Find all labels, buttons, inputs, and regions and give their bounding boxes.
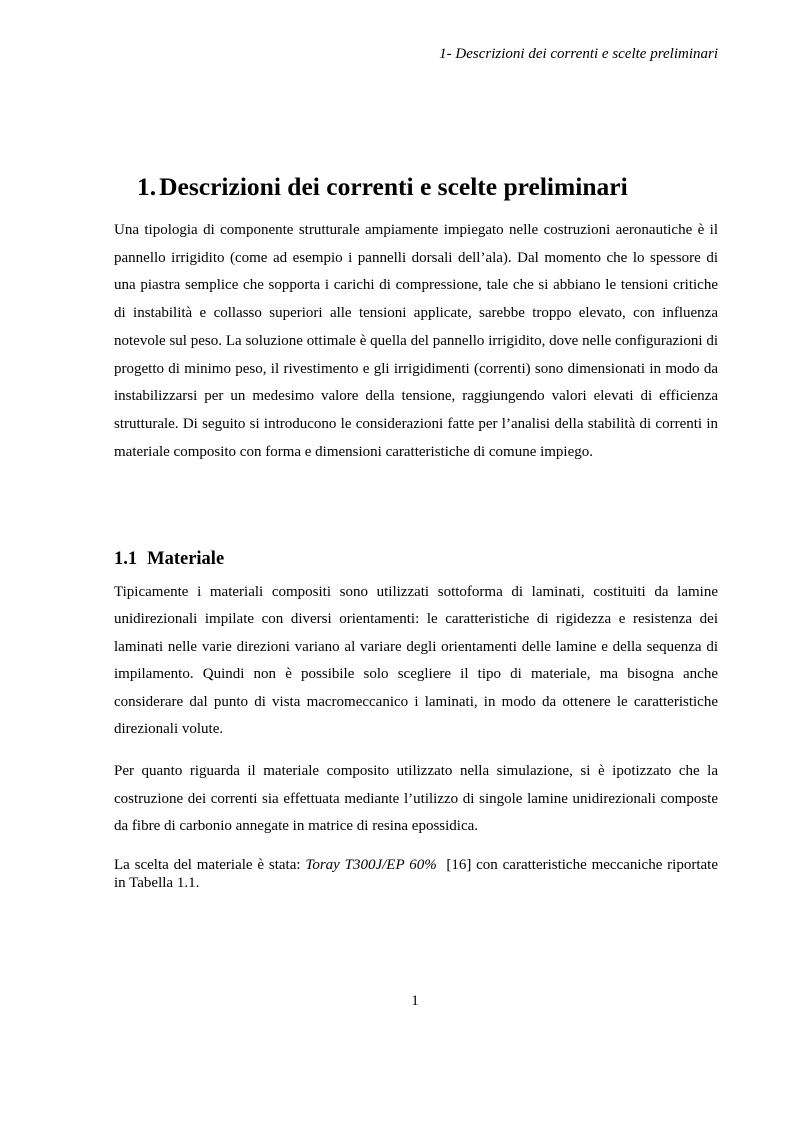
page-number: 1 <box>411 993 419 1009</box>
material-paragraph-1: Tipicamente i materiali compositi sono utilizzati sottoforma di laminati, costituiti da lamine unidirezionali impilate con diversi orientamenti: le caratteristiche di rigidezza e resistenza dei laminati nelle varie direzioni variano al variare degli orientamenti delle lamine e della sequenza di impilamento. Quindi non è possibile solo scegliere il tipo di materiale, ma bisogna anche considerare dal punto di vista macromeccanico i laminati, in modo da ottenere le caratteristiche direzionali volute. <box>114 584 718 738</box>
section-number: 1.1 <box>114 549 138 569</box>
material-choice-prefix: La scelta del materiale è stata: <box>114 857 306 873</box>
material-paragraph-2: Per quanto riguarda il materiale composito utilizzato nella simulazione, si è ipotizzato che la costruzione dei correnti sia effettuata mediante l’utilizzo di singole lamine unidirezionali composte da fibre di carbonio annegate in matrice di resina epossidica. <box>114 763 718 834</box>
section-title: Materiale <box>147 549 225 569</box>
material-choice-suffix: [16] con caratteristiche meccaniche riportate in Tabella 1.1. <box>114 857 722 891</box>
material-name: Toray T300J/EP 60% <box>305 857 437 873</box>
section-heading <box>114 549 224 570</box>
intro-paragraph: Una tipologia di componente strutturale ampiamente impiegato nelle costruzioni aeronautiche è il pannello irrigidito (come ad esempio i pannelli dorsali dell’ala). Dal momento che lo spessore di una piastra semplice che sopporta i carichi di compressione, tale che si abbiano le tensioni critiche di instabilità e collasso superiori alle tensioni applicate, sarebbe troppo elevato, con influenza notevole sul peso. La soluzione ottimale è quella del pannello irrigidito, dove nelle configurazioni di progetto di minimo peso, il rivestimento e gli irrigidimenti (correnti) sono dimensionati in modo da instabilizzarsi per un medesimo valore della tensione, raggiungendo valori elevati di efficienza strutturale. Di seguito si introducono le considerazioni fatte per l’analisi della stabilità di correnti in materiale composito con forma e dimensioni caratteristiche di comune impiego. <box>114 222 718 460</box>
chapter-title-text: Descrizioni dei correnti e scelte preliminari <box>159 172 628 201</box>
chapter-title <box>137 172 628 202</box>
chapter-number: 1. <box>137 172 157 201</box>
running-header: 1- Descrizioni dei correnti e scelte preliminari <box>439 46 718 62</box>
material-paragraph-3 <box>114 856 722 892</box>
